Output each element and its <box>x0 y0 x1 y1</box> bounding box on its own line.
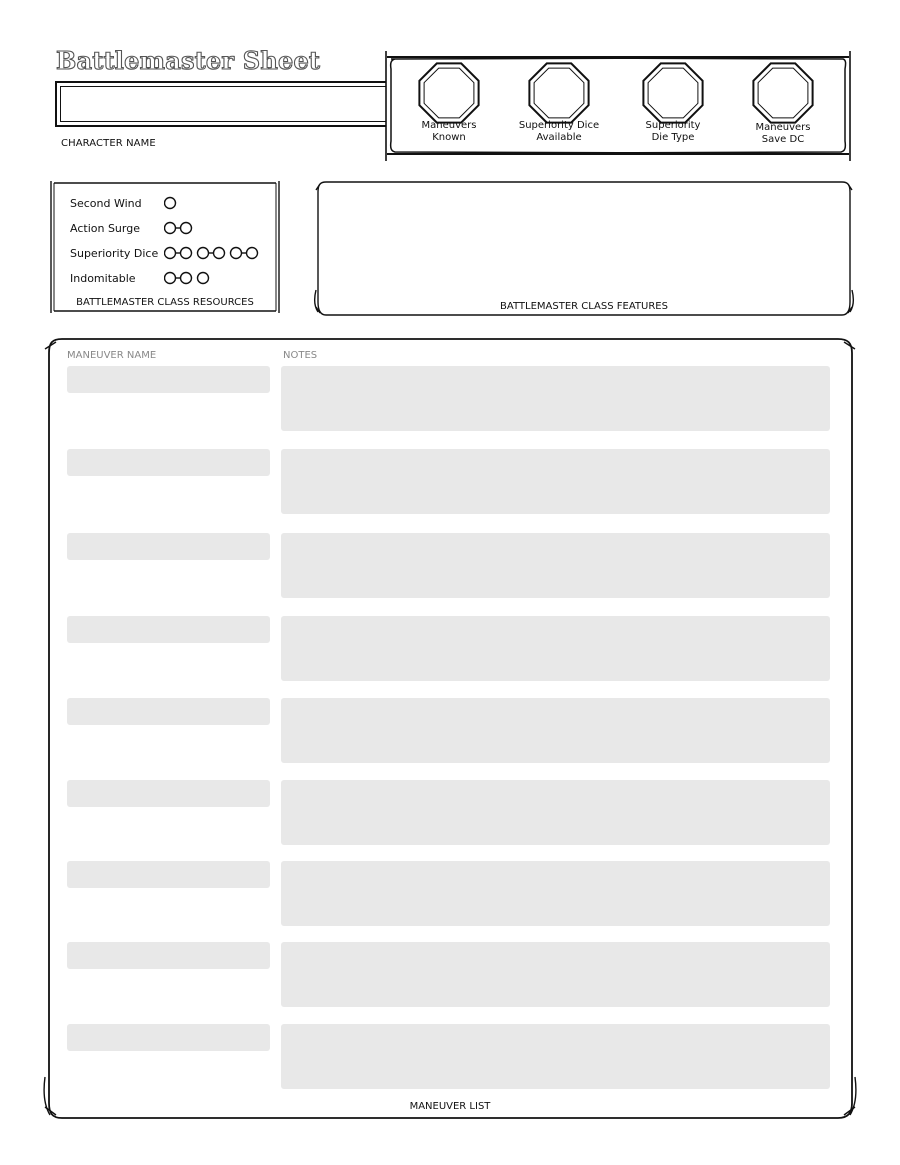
superiority-die-circle[interactable] <box>214 248 225 259</box>
stat-label-line: Available <box>536 132 582 143</box>
resource-superiority-dice-label: Superiority Dice <box>70 247 159 260</box>
superiority-die-type-box-inner <box>648 68 698 118</box>
maneuver-name-input[interactable] <box>67 616 270 643</box>
stat-label-maneuvers-known <box>394 120 504 144</box>
maneuver-notes-input[interactable] <box>281 942 830 1007</box>
stat-panel <box>383 49 853 163</box>
second-wind-checkboxes <box>164 196 274 210</box>
maneuver-notes-input[interactable] <box>281 861 830 926</box>
maneuver-name-input[interactable] <box>67 942 270 969</box>
indomitable-checkboxes <box>164 271 274 285</box>
maneuvers-save-dc-box[interactable] <box>753 63 812 122</box>
maneuver-name-input[interactable] <box>67 861 270 888</box>
indomitable-circle[interactable] <box>165 273 176 284</box>
maneuver-name-input[interactable] <box>67 366 270 393</box>
action-surge-checkboxes <box>164 221 274 235</box>
superiority-die-circle[interactable] <box>231 248 242 259</box>
stat-label-line: Superiority <box>645 120 701 131</box>
maneuvers-known-box[interactable] <box>419 63 478 122</box>
class-resources-panel <box>48 180 282 314</box>
maneuver-notes-input[interactable] <box>281 616 830 681</box>
stat-label-superiority-dice-available <box>504 120 614 144</box>
maneuver-name-input[interactable] <box>67 780 270 807</box>
maneuver-list-panel <box>42 337 858 1121</box>
maneuver-name-input[interactable] <box>67 1024 270 1051</box>
maneuvers-known-box-inner <box>424 68 474 118</box>
stat-label-line: Die Type <box>651 132 695 143</box>
superiority-die-type-box[interactable] <box>643 63 702 122</box>
second-wind-circle[interactable] <box>165 198 176 209</box>
maneuvers-save-dc-box-inner <box>758 68 808 118</box>
indomitable-circle[interactable] <box>181 273 192 284</box>
maneuver-list-title: MANEUVER LIST <box>409 1101 491 1112</box>
maneuver-name-input[interactable] <box>67 533 270 560</box>
superiority-dice-available-box-inner <box>534 68 584 118</box>
maneuver-name-input[interactable] <box>67 698 270 725</box>
class-features-title: BATTLEMASTER CLASS FEATURES <box>500 301 668 312</box>
stat-label-superiority-die-type <box>618 120 728 144</box>
maneuver-notes-input[interactable] <box>281 698 830 763</box>
maneuver-notes-input[interactable] <box>281 449 830 514</box>
action-surge-circle[interactable] <box>165 223 176 234</box>
sheet-title: Battlemaster Sheet <box>56 46 321 75</box>
stat-label-line: Maneuvers <box>755 122 811 133</box>
character-name-label: CHARACTER NAME <box>61 138 156 149</box>
resource-indomitable-label: Indomitable <box>70 272 136 285</box>
resource-second-wind-label: Second Wind <box>70 197 142 210</box>
character-name-field[interactable] <box>55 81 386 127</box>
action-surge-circle[interactable] <box>181 223 192 234</box>
maneuver-notes-input[interactable] <box>281 366 830 431</box>
superiority-dice-checkboxes <box>164 246 274 260</box>
notes-column-header: NOTES <box>283 350 318 361</box>
stat-label-maneuvers-save-dc <box>728 122 838 146</box>
character-name-field-inner-border <box>60 86 386 122</box>
stat-label-line: Superiority Dice <box>518 120 600 131</box>
superiority-die-circle[interactable] <box>247 248 258 259</box>
maneuver-name-input[interactable] <box>67 449 270 476</box>
maneuver-notes-input[interactable] <box>281 1024 830 1089</box>
class-resources-title: BATTLEMASTER CLASS RESOURCES <box>76 297 254 308</box>
class-features-panel[interactable] <box>312 180 856 318</box>
maneuver-notes-input[interactable] <box>281 533 830 598</box>
stat-label-line: Known <box>432 132 466 143</box>
class-features-frame <box>312 180 856 318</box>
maneuver-name-column-header: MANEUVER NAME <box>67 350 157 361</box>
superiority-die-circle[interactable] <box>198 248 209 259</box>
indomitable-circle[interactable] <box>198 273 209 284</box>
superiority-die-circle[interactable] <box>165 248 176 259</box>
stat-label-line: Save DC <box>761 134 805 145</box>
maneuver-notes-input[interactable] <box>281 780 830 845</box>
stat-label-line: Maneuvers <box>421 120 477 131</box>
resource-action-surge-label: Action Surge <box>70 222 140 235</box>
superiority-die-circle[interactable] <box>181 248 192 259</box>
superiority-dice-available-box[interactable] <box>529 63 588 122</box>
